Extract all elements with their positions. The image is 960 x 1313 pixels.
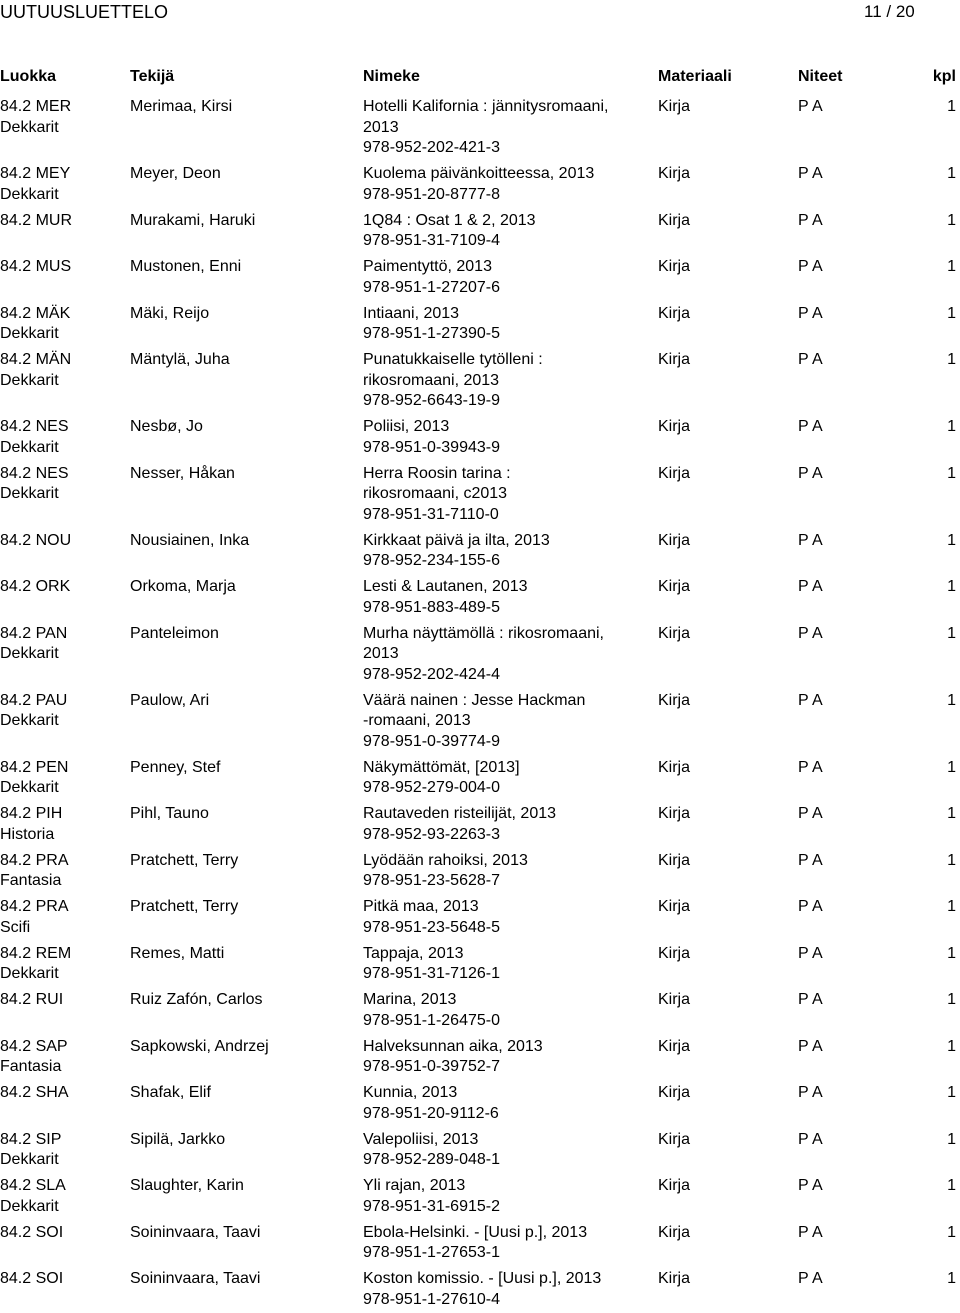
count-cell: 1 [947, 1037, 956, 1055]
author-cell: Nesser, Håkan [130, 464, 235, 482]
copies-cell: P A [798, 258, 823, 275]
title-cell-line: 978-951-1-27207-6 [363, 278, 500, 296]
count-cell: 1 [947, 418, 956, 435]
title-cell-line: Hotelli Kalifornia : jännitysromaani, [363, 98, 609, 115]
material-cell: Kirja [658, 944, 691, 962]
class-cell [0, 944, 71, 985]
count-cell: 1 [947, 1223, 956, 1241]
author-cell: Orkoma, Marja [130, 578, 236, 595]
count-cell: 1 [947, 351, 956, 368]
material-cell: Kirja [658, 464, 691, 482]
title-cell [363, 1176, 500, 1217]
title-cell [363, 1037, 543, 1078]
title-cell-line: 978-952-6643-19-9 [363, 392, 500, 409]
count-cell: 1 [947, 991, 956, 1008]
page-header [0, 0, 960, 24]
title-cell [363, 1130, 500, 1171]
class-cell-line: 84.2 PRA [0, 851, 69, 869]
title-cell [363, 577, 528, 618]
author-cell: Merimaa, Kirsi [130, 98, 233, 115]
author-cell: Mustonen, Enni [130, 258, 242, 275]
material-cell: Kirja [658, 805, 691, 822]
author-cell: Pratchett, Terry [130, 898, 239, 915]
class-cell-line: 84.2 NES [0, 418, 69, 435]
title-cell [363, 691, 585, 753]
copies-cell: P A [798, 1037, 823, 1055]
count-cell: 1 [947, 1084, 956, 1101]
copies-cell: P A [798, 944, 823, 962]
class-cell-line: 84.2 PIH [0, 805, 63, 822]
class-cell [0, 97, 71, 138]
copies-cell: P A [798, 211, 823, 229]
copies-cell: P A [798, 898, 823, 915]
class-cell [0, 691, 67, 732]
title-cell [363, 304, 500, 345]
class-cell [0, 1269, 63, 1290]
title-cell-line: Pitkä maa, 2013 [363, 898, 479, 915]
class-cell-line: 84.2 MÄK [0, 304, 71, 322]
author-cell: Murakami, Haruki [130, 211, 256, 229]
material-cell: Kirja [658, 898, 691, 915]
class-cell-line: Dekkarit [0, 438, 59, 456]
title-cell-line: 978-952-279-004-0 [363, 779, 500, 796]
copies-cell: P A [798, 805, 823, 822]
title-cell-line: 978-951-23-5648-5 [363, 918, 500, 936]
title-cell-line: 978-951-0-39752-7 [363, 1058, 500, 1075]
class-cell [0, 164, 70, 205]
title-cell-line: 978-951-1-27390-5 [363, 325, 500, 342]
author-cell: Soininvaara, Taavi [130, 1270, 261, 1287]
title-cell-line: 978-951-0-39774-9 [363, 732, 500, 750]
class-cell-line: Dekkarit [0, 779, 59, 796]
count-cell: 1 [947, 531, 956, 549]
title-cell [363, 990, 500, 1031]
title-cell-line: Murha näyttämöllä : rikosromaani, [363, 624, 604, 642]
title-cell-line: Lyödään rahoiksi, 2013 [363, 851, 528, 869]
copies-cell: P A [798, 758, 823, 776]
class-cell [0, 897, 68, 938]
copies-cell: P A [798, 351, 823, 368]
copies-cell: P A [798, 531, 823, 549]
title-cell-line: 978-952-289-048-1 [363, 1151, 500, 1168]
title-cell [363, 164, 594, 205]
class-cell [0, 1223, 63, 1244]
copies-cell: P A [798, 165, 823, 182]
copies-cell: P A [798, 304, 823, 322]
class-cell-line: Historia [0, 825, 55, 843]
count-cell: 1 [947, 304, 956, 322]
title-cell-line: Paimentyttö, 2013 [363, 258, 492, 275]
column-header-copies: Niteet [798, 68, 843, 85]
copies-cell: P A [798, 578, 823, 595]
title-cell [363, 417, 500, 458]
count-cell: 1 [947, 944, 956, 962]
class-cell [0, 1176, 66, 1217]
title-cell-line: 978-951-20-9112-6 [363, 1104, 499, 1122]
title-cell-line: Ebola-Helsinki. - [Uusi p.], 2013 [363, 1223, 588, 1241]
column-header-author: Tekijä [130, 68, 175, 85]
title-cell [363, 464, 511, 526]
copies-cell: P A [798, 691, 823, 709]
class-cell-line: 84.2 ORK [0, 578, 71, 595]
count-cell: 1 [947, 165, 956, 182]
title-cell [363, 851, 528, 892]
column-header-title: Nimeke [363, 68, 420, 85]
class-cell-line: Dekkarit [0, 645, 59, 662]
count-cell: 1 [947, 805, 956, 822]
title-cell-line: 978-951-0-39943-9 [363, 438, 500, 456]
class-cell-line: 84.2 SIP [0, 1130, 62, 1148]
title-cell-line: Lesti & Lautanen, 2013 [363, 578, 528, 595]
class-cell-line: 84.2 MUS [0, 258, 72, 275]
class-cell [0, 464, 68, 505]
title-cell-line: Poliisi, 2013 [363, 418, 450, 435]
class-cell [0, 577, 70, 598]
material-cell: Kirja [658, 1084, 691, 1101]
class-cell-line: Scifi [0, 918, 31, 936]
title-cell-line: 2013 [363, 118, 399, 136]
title-cell-line: 978-952-202-424-4 [363, 665, 500, 683]
count-cell: 1 [947, 691, 956, 709]
author-cell: Pihl, Tauno [130, 805, 209, 822]
class-cell-line: Dekkarit [0, 965, 59, 982]
author-cell: Sipilä, Jarkko [130, 1130, 226, 1148]
author-cell: Pratchett, Terry [130, 851, 239, 869]
copies-cell: P A [798, 1130, 823, 1148]
title-cell [363, 944, 500, 985]
title-cell-line: Halveksunnan aika, 2013 [363, 1037, 543, 1055]
material-cell: Kirja [658, 758, 691, 776]
author-cell: Sapkowski, Andrzej [130, 1037, 269, 1055]
class-cell-line: 84.2 MÄN [0, 351, 72, 368]
count-cell: 1 [947, 1177, 956, 1194]
material-cell: Kirja [658, 1177, 691, 1194]
material-cell: Kirja [658, 304, 691, 322]
class-cell [0, 851, 68, 892]
class-cell-line: 84.2 PEN [0, 758, 69, 776]
title-cell-line: -romaani, 2013 [363, 712, 471, 729]
title-cell-line: 978-951-1-26475-0 [363, 1011, 500, 1029]
title-cell [363, 350, 543, 412]
title-cell-line: 978-951-1-27610-4 [363, 1290, 500, 1308]
material-cell: Kirja [658, 1130, 691, 1148]
count-cell: 1 [947, 464, 956, 482]
class-cell [0, 1130, 61, 1171]
title-cell-line: Näkymättömät, [2013] [363, 758, 520, 776]
class-cell-line: Dekkarit [0, 485, 59, 502]
class-cell-line: 84.2 SAP [0, 1037, 68, 1055]
title-cell-line: Koston komissio. - [Uusi p.], 2013 [363, 1270, 602, 1287]
title-cell-line: 978-951-31-6915-2 [363, 1197, 500, 1215]
title-cell-line: Herra Roosin tarina : [363, 464, 511, 482]
class-cell [0, 804, 62, 845]
title-cell [363, 1223, 587, 1264]
author-cell: Mäki, Reijo [130, 304, 210, 322]
class-cell [0, 417, 68, 458]
material-cell: Kirja [658, 578, 691, 595]
count-cell: 1 [947, 851, 956, 869]
title-cell-line: 978-951-31-7109-4 [363, 232, 500, 249]
copies-cell: P A [798, 1177, 823, 1194]
copies-cell: P A [798, 464, 823, 482]
title-cell-line: 978-951-31-7110-0 [363, 505, 499, 523]
count-cell: 1 [947, 898, 956, 915]
class-cell [0, 624, 67, 665]
material-cell: Kirja [658, 418, 691, 435]
material-cell: Kirja [658, 624, 691, 642]
title-cell [363, 804, 556, 845]
class-cell [0, 758, 68, 799]
title-cell-line: rikosromaani, c2013 [363, 485, 508, 502]
title-cell [363, 897, 500, 938]
class-cell-line: 84.2 NOU [0, 531, 72, 549]
title-cell-line: 978-951-1-27653-1 [363, 1244, 500, 1261]
copies-cell: P A [798, 1270, 823, 1287]
material-cell: Kirja [658, 1223, 691, 1241]
count-cell: 1 [947, 211, 956, 229]
title-cell-line: 2013 [363, 645, 399, 662]
class-cell [0, 257, 71, 278]
title-cell [363, 624, 604, 686]
author-cell: Ruiz Zafón, Carlos [130, 991, 263, 1008]
class-cell [0, 990, 63, 1011]
author-cell: Remes, Matti [130, 944, 225, 962]
title-cell-line: 978-951-883-489-5 [363, 598, 500, 616]
title-cell [363, 1083, 499, 1124]
class-cell-line: 84.2 PRA [0, 898, 69, 915]
material-cell: Kirja [658, 691, 691, 709]
title-cell-line: Tappaja, 2013 [363, 944, 464, 962]
title-cell-line: Rautaveden risteilijät, 2013 [363, 805, 557, 822]
title-cell-line: rikosromaani, 2013 [363, 371, 500, 389]
title-cell-line: Valepoliisi, 2013 [363, 1130, 479, 1148]
title-cell [363, 758, 520, 799]
title-cell-line: Kuolema päivänkoitteessa, 2013 [363, 165, 595, 182]
copies-cell: P A [798, 991, 823, 1008]
class-cell [0, 304, 70, 345]
material-cell: Kirja [658, 165, 691, 182]
author-cell: Paulow, Ari [130, 691, 210, 709]
title-cell-line: 978-951-31-7126-1 [363, 965, 500, 982]
material-cell: Kirja [658, 258, 691, 275]
title-cell-line: Kunnia, 2013 [363, 1084, 458, 1101]
copies-cell: P A [798, 1084, 823, 1101]
class-cell-line: 84.2 MER [0, 98, 72, 115]
title-cell-line: Yli rajan, 2013 [363, 1177, 466, 1194]
class-cell [0, 1083, 68, 1104]
title-cell-line: Marina, 2013 [363, 991, 457, 1008]
copies-cell: P A [798, 98, 823, 115]
title-cell-line: Väärä nainen : Jesse Hackman [363, 691, 586, 709]
material-cell: Kirja [658, 211, 691, 229]
author-cell: Panteleimon [130, 624, 219, 642]
title-cell [363, 97, 608, 159]
count-cell: 1 [947, 624, 956, 642]
copies-cell: P A [798, 418, 823, 435]
class-cell-line: Dekkarit [0, 118, 59, 136]
count-cell: 1 [947, 258, 956, 275]
material-cell: Kirja [658, 351, 691, 368]
title-cell-line: 1Q84 : Osat 1 & 2, 2013 [363, 211, 536, 229]
author-cell: Nesbø, Jo [130, 418, 203, 435]
class-cell [0, 211, 72, 232]
title-cell [363, 1269, 601, 1310]
title-cell-line: 978-952-234-155-6 [363, 552, 500, 569]
class-cell-line: 84.2 SLA [0, 1177, 66, 1194]
title-cell-line: Punatukkaiselle tytölleni : [363, 351, 543, 368]
class-cell [0, 350, 71, 391]
title-cell-line: 978-952-202-421-3 [363, 139, 500, 156]
material-cell: Kirja [658, 991, 691, 1008]
column-header-class: Luokka [0, 68, 57, 85]
author-cell: Meyer, Deon [130, 165, 221, 182]
class-cell-line: 84.2 MUR [0, 211, 73, 229]
title-cell-line: 978-952-93-2263-3 [363, 825, 500, 843]
author-cell: Shafak, Elif [130, 1084, 211, 1101]
column-header-material: Materiaali [658, 68, 732, 85]
class-cell-line: Dekkarit [0, 1151, 59, 1168]
material-cell: Kirja [658, 1037, 691, 1055]
class-cell-line: 84.2 SHA [0, 1084, 69, 1101]
copies-cell: P A [798, 851, 823, 869]
class-cell-line: 84.2 SOI [0, 1223, 64, 1241]
material-cell: Kirja [658, 851, 691, 869]
class-cell [0, 531, 71, 552]
class-cell-line: Dekkarit [0, 1197, 59, 1215]
count-cell: 1 [947, 758, 956, 776]
count-cell: 1 [947, 1270, 956, 1287]
page-number: 11 / 20 [864, 2, 915, 21]
class-cell-line: Dekkarit [0, 712, 59, 729]
count-cell: 1 [947, 98, 956, 115]
count-cell: 1 [947, 1130, 956, 1148]
title-cell [363, 211, 536, 252]
author-cell: Soininvaara, Taavi [130, 1223, 261, 1241]
table-header [0, 68, 960, 90]
class-cell-line: Fantasia [0, 872, 62, 889]
author-cell: Nousiainen, Inka [130, 531, 250, 549]
class-cell-line: 84.2 PAU [0, 691, 68, 709]
title-cell [363, 531, 550, 572]
class-cell-line: 84.2 SOI [0, 1270, 64, 1287]
class-cell-line: Dekkarit [0, 371, 59, 389]
class-cell-line: Dekkarit [0, 325, 59, 342]
author-cell: Slaughter, Karin [130, 1177, 244, 1194]
class-cell-line: 84.2 REM [0, 944, 72, 962]
copies-cell: P A [798, 1223, 823, 1241]
title-cell-line: 978-951-20-8777-8 [363, 185, 500, 203]
document-title: UUTUUSLUETTELO [0, 2, 169, 22]
class-cell [0, 1037, 68, 1078]
title-cell-line: Kirkkaat päivä ja ilta, 2013 [363, 531, 550, 549]
class-cell-line: Dekkarit [0, 185, 59, 203]
title-cell [363, 257, 500, 298]
class-cell-line: Fantasia [0, 1058, 62, 1075]
author-cell: Mäntylä, Juha [130, 351, 230, 368]
copies-cell: P A [798, 624, 823, 642]
class-cell-line: 84.2 RUI [0, 991, 64, 1008]
title-cell-line: 978-951-23-5628-7 [363, 872, 500, 889]
material-cell: Kirja [658, 1270, 691, 1287]
class-cell-line: 84.2 NES [0, 464, 69, 482]
author-cell: Penney, Stef [130, 758, 221, 776]
count-cell: 1 [947, 578, 956, 595]
title-cell-line: Intiaani, 2013 [363, 304, 460, 322]
material-cell: Kirja [658, 98, 691, 115]
material-cell: Kirja [658, 531, 691, 549]
class-cell-line: 84.2 MEY [0, 165, 71, 182]
column-header-count: kpl [932, 68, 956, 85]
class-cell-line: 84.2 PAN [0, 624, 68, 642]
